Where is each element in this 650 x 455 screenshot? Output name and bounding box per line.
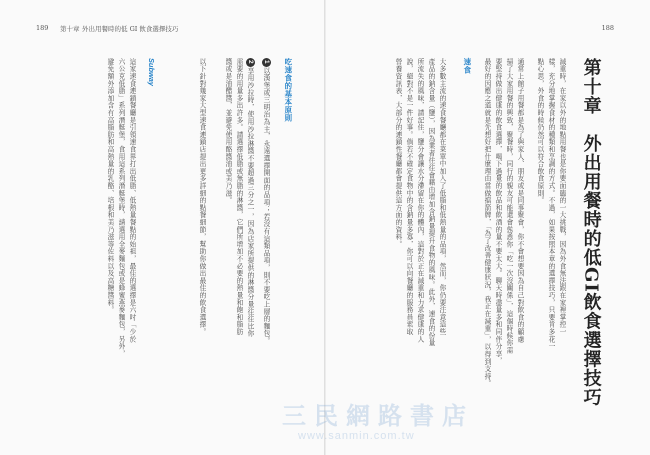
intro-paragraph-line: 通常上館子用餐都是為了與家人、朋友或是同事聚會，你不會想要因為自己對飲食的顧慮: [516, 58, 525, 343]
rule-number-badge: 1: [262, 58, 271, 67]
fast-food-paragraph-line: 產品的鈉含量（鹽），因為業者往往會藉由增加含鈉量提升食物的風味。此外，速食的份量: [427, 58, 436, 347]
running-header-title: 外出用餐時的低 GI 飲食選擇技巧: [82, 25, 179, 33]
subway-heading: Subway: [146, 58, 156, 86]
left-page: [0, 0, 324, 455]
intro-paragraph-line: 減重時，在家以外的地點用餐也是你要面臨的一大挑戰，因為外食無法跟在家裡掌控一: [558, 58, 567, 336]
rule-item: [262, 58, 271, 344]
section-heading-fast-food-rules: 吃速食的基本原則: [283, 58, 293, 122]
rule-number-badge: 2: [246, 58, 255, 67]
rule-text-line: 享用沙拉時，使用沙拉淋醬不要超過三分之一，因為店家所提供的淋醬分量往往比你: [246, 67, 255, 338]
section-heading-fast-food: 速食: [462, 58, 472, 74]
subway-paragraph-line: 這家速食連鎖餐廳是引領速食界打出低脂、低熱量餐點的始祖，最佳的選擇是六吋「少於: [128, 58, 137, 343]
guide-paragraph: 以下針對幾家大型速食連鎖店提出更多詳細的點餐細節，幫助你做出最佳的飲食選擇。: [198, 58, 207, 336]
intro-paragraph-line: 樣，充分地掌握食材的種類和烹調的方式。不過，如果按照本章的選擇技巧，只要肯多花一: [547, 58, 556, 350]
intro-paragraph-line: 點心思，外食的時候仍然可以符合飲食原則。: [536, 58, 545, 204]
right-page-number: 188: [601, 24, 614, 32]
fast-food-paragraph-line: 說，絕對不是一件好事。倘若不確定食物中的含鈉量多寡，你可以向餐廳的服務員索取: [405, 58, 414, 336]
subway-paragraph-line: 避免額外添加含有高脂肪和高熱量的乳酪、培根和美乃滋等佐料以及高糖醬料。: [106, 58, 115, 314]
rule-text-line: 醬或是油醋醬，並避免使用酪醬油或美乃滋。: [224, 58, 233, 204]
chapter-heading: 第十章 外出用餐時的低GI飲食選擇技巧: [580, 58, 602, 407]
running-header-chapter: 第十章: [60, 25, 80, 33]
left-page-number: 189: [36, 24, 49, 32]
fast-food-paragraph-line: 所流失的風味，請記住，鹽分會讓水分滯留在你的體內，這對於正在減重和力求健康的人: [416, 58, 425, 343]
fast-food-paragraph-line: 大多數主流的速食餐廳都在菜單中加入了低脂和低熱量的品項，然而，你仍要注意這些: [438, 58, 447, 336]
intro-paragraph-line: 最好的因應之道就是先想好把什麼理由當做擋箭牌，「為了改善健康狀況，我正在減重」，以得到支持。: [483, 58, 492, 388]
intro-paragraph-line: 要堅持做出健康的飲食選擇，喝下過量的飲品和飲酒的量不要太大。聊天時盡量多和同伴分享，: [494, 58, 503, 365]
watermark-url: www.sanmin.com.tw: [298, 430, 415, 442]
watermark-logo: 三民網路書店: [282, 403, 474, 430]
fast-food-paragraph-line: 營養資訊表，大部分的連鎖性餐廳都會提供這方面的資料。: [394, 58, 403, 248]
rule-item: [246, 58, 255, 337]
rule-text-line: 需要的用量多出許多。請選擇低脂或無脂的淋醬，它們所增加不必要的熱量和飽和脂肪: [235, 58, 244, 336]
subway-paragraph-line: 六公克低脂」系列潛艇堡，食用這系列潛艇堡時，請選用全麥麵包或是蜂蜜燕麥麵包，另外，: [117, 58, 126, 358]
intro-paragraph-line: 掃了大家用餐的興致，聚餐時，同行的親友可能還會慫恿你「吃一次沒關係」，這個時候你需: [505, 58, 514, 354]
book-spine: [324, 0, 326, 455]
rule-text-line: 以漢堡或三明治為主，永遠選擇開面的品項；若沒有這類品項，則不要吃上層的麵包。: [262, 67, 271, 345]
